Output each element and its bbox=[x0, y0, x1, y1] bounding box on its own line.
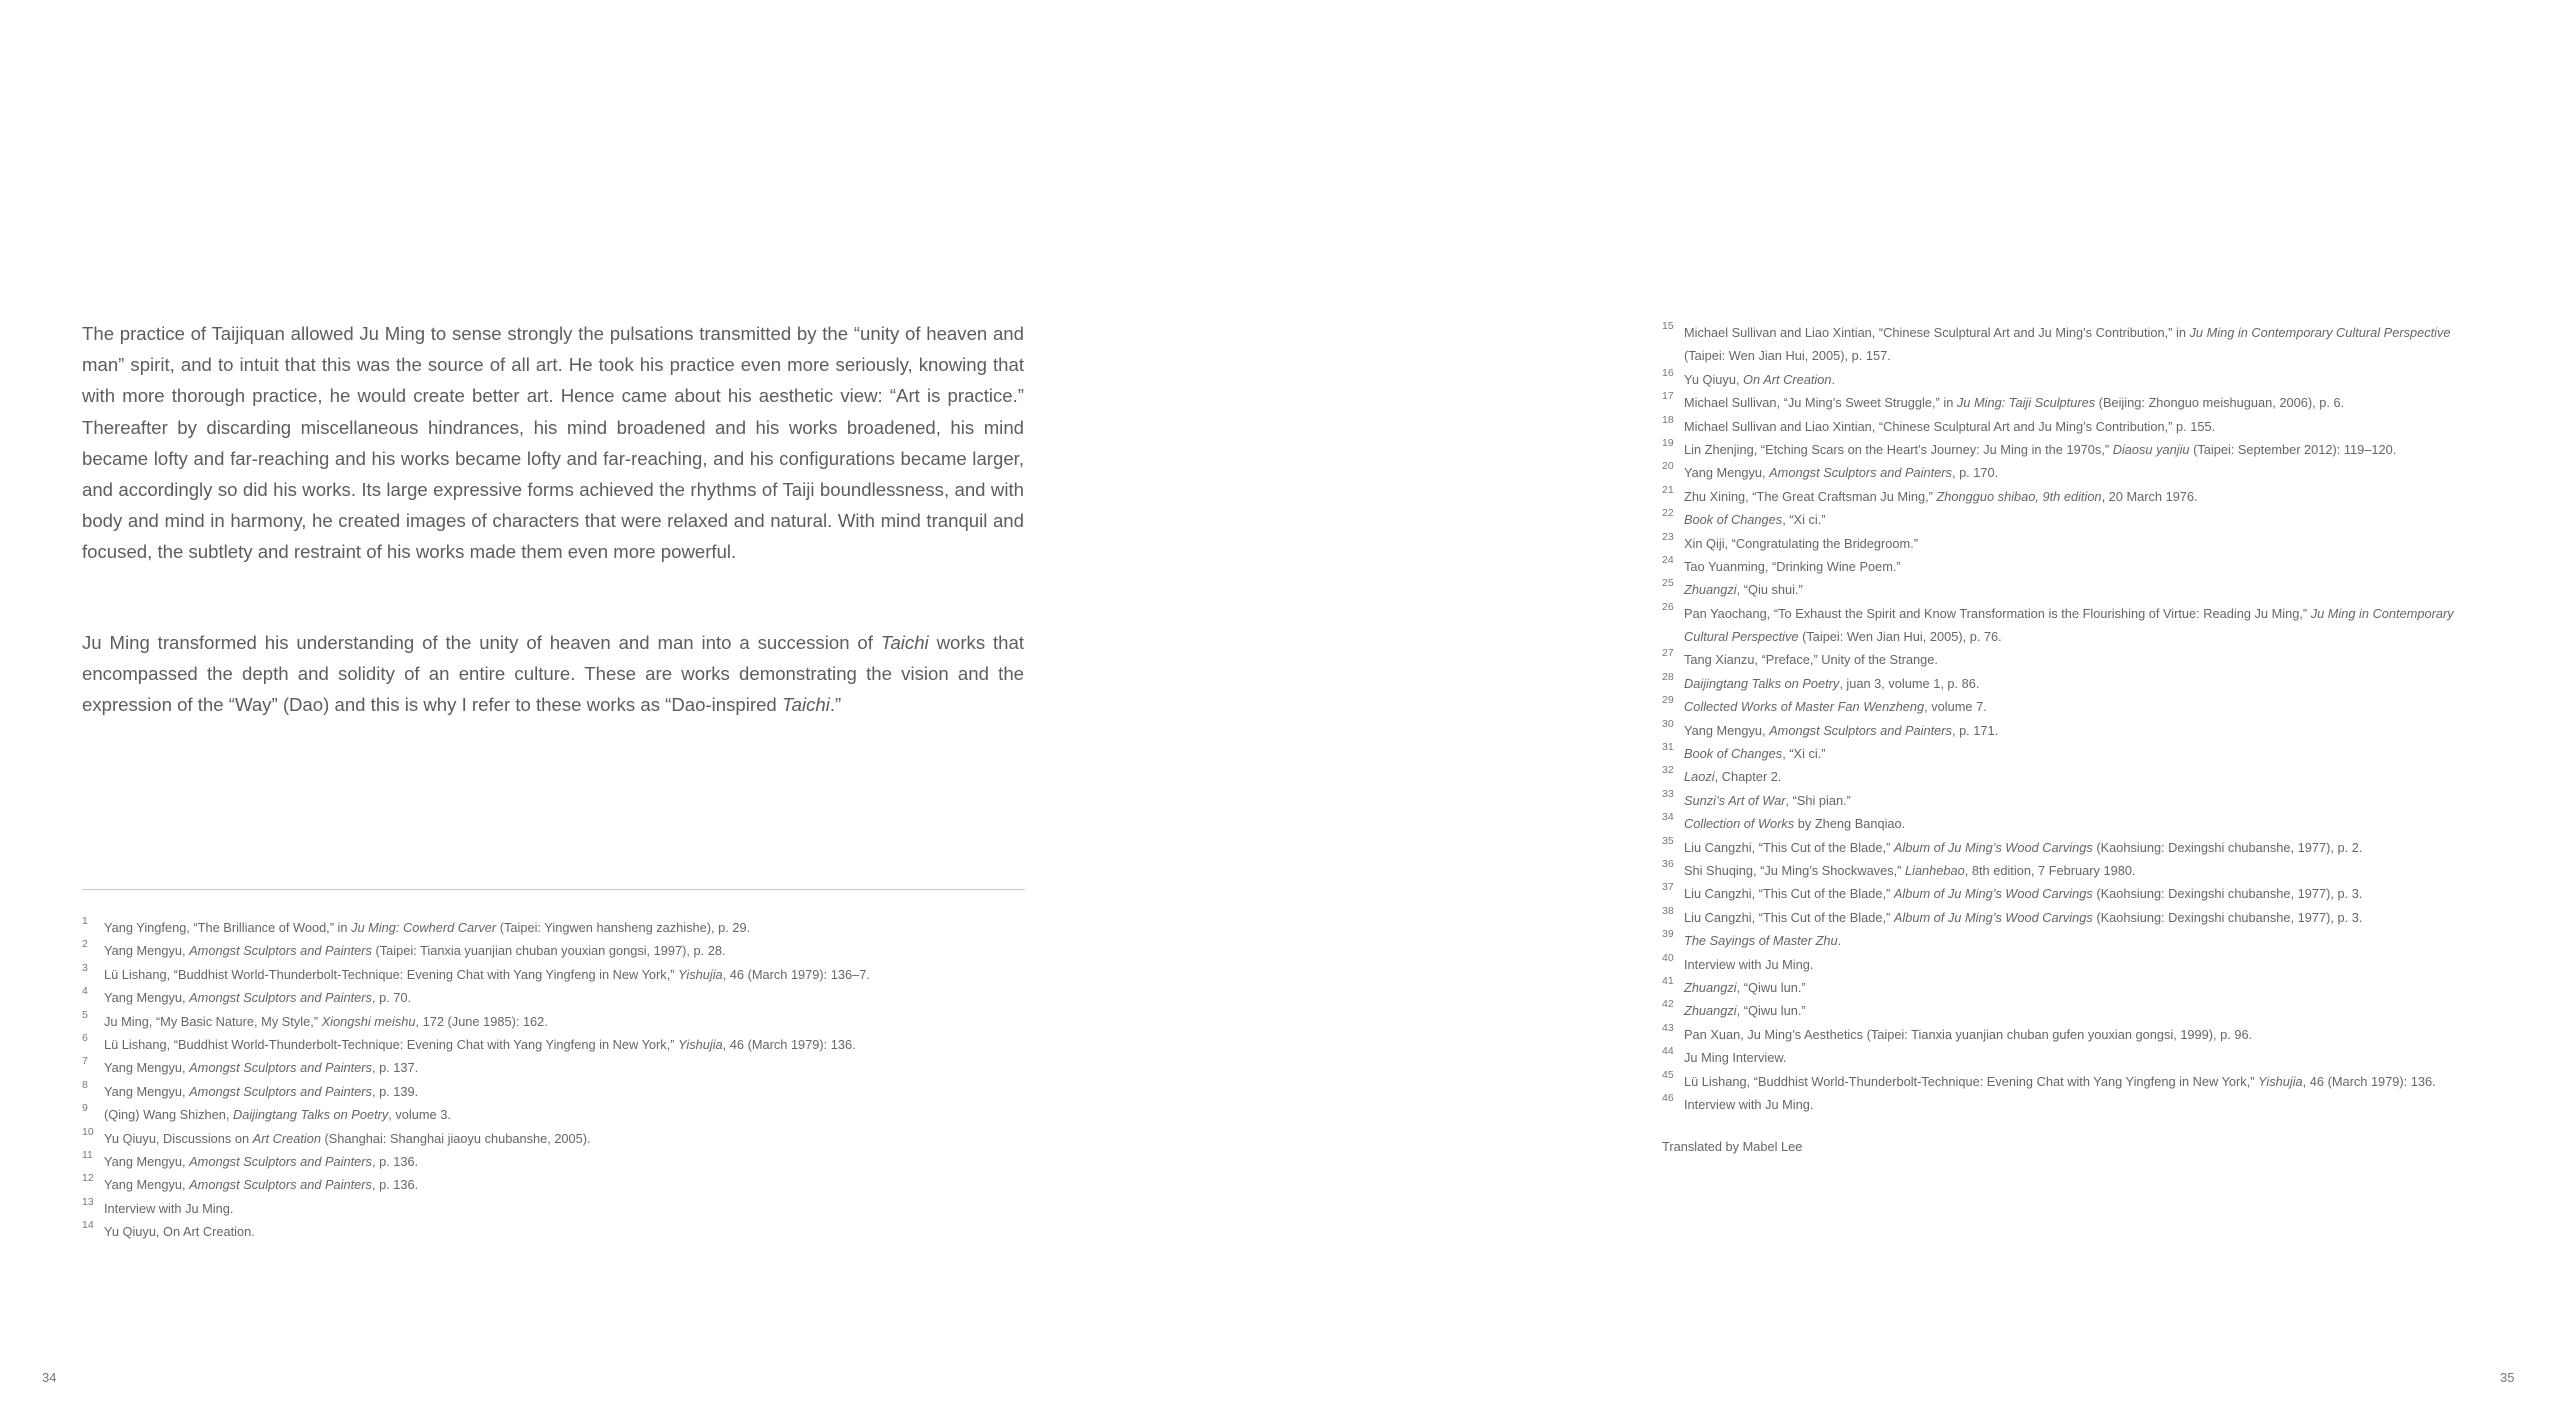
footnote-number: 8 bbox=[82, 1078, 88, 1091]
footnote-text-tail: (Kaohsiung: Dexingshi chubanshe, 1977), p. 2. bbox=[2092, 839, 2363, 855]
footnote-text bbox=[1684, 321, 2451, 344]
footnote-text-plain: Yang Mengyu, bbox=[1684, 722, 1770, 738]
footnote-text-plain: Shi Shuqing, “Ju Ming’s Shockwaves,” bbox=[1684, 862, 1905, 878]
footnote-text-tail: , p. 137. bbox=[371, 1060, 419, 1076]
footnote-item bbox=[1662, 368, 2542, 391]
footnote-text bbox=[1684, 695, 1987, 718]
footnote-item bbox=[1662, 719, 2542, 742]
footnote-number: 32 bbox=[1662, 764, 1674, 777]
footnotes-right bbox=[1662, 321, 2542, 1116]
footnote-text-tail: , “Xi ci.” bbox=[1782, 512, 1826, 528]
footnote-title-italic: Daijingtang Talks on Poetry bbox=[232, 1107, 389, 1123]
page-number-right: 35 bbox=[2500, 1370, 2515, 1385]
footnote-item bbox=[1662, 1093, 2542, 1116]
footnote-number: 15 bbox=[1662, 320, 1674, 332]
footnote-text-tail: , “Qiwu lun.” bbox=[1736, 1003, 1806, 1019]
footnote-text-tail: (Taipei: Wen Jian Hui, 2005), p. 76. bbox=[1798, 629, 2002, 645]
footnote-title-italic: Daijingtang Talks on Poetry bbox=[1684, 675, 1840, 691]
footnote-text-plain: Yang Mengyu, bbox=[104, 1083, 190, 1099]
footnote-text-plain: Yang Mengyu, bbox=[104, 1177, 190, 1193]
footnote-text-tail: , “Qiu shui.” bbox=[1736, 582, 1803, 598]
footnote-text-plain: Lin Zhenjing, “Etching Scars on the Heart’s Journey: Ju Ming in the 1970s,” bbox=[1684, 441, 2113, 457]
footnotes-left bbox=[82, 916, 1032, 1243]
footnote-text-tail: (Taipei: September 2012): 119–120. bbox=[2189, 441, 2397, 457]
footnote-text-tail: , p. 171. bbox=[1951, 722, 1999, 738]
footnote-title-italic: Album of Ju Ming’s Wood Carvings bbox=[1893, 839, 2093, 855]
footnote-text bbox=[1684, 953, 1813, 976]
footnote-title-italic: Amongst Sculptors and Painters bbox=[189, 990, 372, 1006]
footnote-item bbox=[1662, 1023, 2542, 1046]
footnote-item bbox=[1662, 906, 2542, 929]
footnote-text-tail: , p. 139. bbox=[371, 1083, 419, 1099]
footnote-text-tail: , p. 170. bbox=[1951, 465, 1999, 481]
footnote-text-tail: . bbox=[1831, 371, 1836, 387]
footnote-text-plain: Lü Lishang, “Buddhist World-Thunderbolt-Technique: Evening Chat with Yang Yingfeng in New York,” bbox=[1684, 1073, 2259, 1089]
footnote-title-italic: Ju Ming in Contemporary Cultural Perspective bbox=[2189, 325, 2451, 340]
footnote-title-italic: Ju Ming in Contemporary bbox=[2310, 605, 2454, 621]
footnote-number: 40 bbox=[1662, 951, 1674, 964]
footnote-item bbox=[1662, 555, 2542, 578]
footnote-title-italic: Ju Ming: Taiji Sculptures bbox=[1956, 395, 2096, 411]
footnote-item bbox=[1662, 578, 2542, 601]
footnote-text-tail: , p. 70. bbox=[371, 990, 412, 1006]
page-number-left: 34 bbox=[42, 1370, 57, 1385]
footnote-number: 22 bbox=[1662, 507, 1674, 520]
footnote-item bbox=[82, 986, 1032, 1009]
footnote-text-plain: Pan Yaochang, “To Exhaust the Spirit and Know Transformation is the Flourishing of Virtue: Reading Ju Ming,” bbox=[1684, 605, 2311, 621]
footnote-title-italic: Sunzi’s Art of War bbox=[1684, 792, 1786, 808]
footnote-item bbox=[1662, 508, 2542, 531]
footnote-title-italic: Amongst Sculptors and Painters bbox=[189, 1083, 372, 1099]
footnote-text-tail: (Beijing: Zhonguo meishuguan, 2006), p. 6. bbox=[2095, 395, 2345, 411]
footnote-title-italic: Xiongshi meishu bbox=[321, 1013, 416, 1029]
footnote-text bbox=[1684, 859, 2136, 882]
footnote-item bbox=[82, 1080, 1032, 1103]
footnote-title-italic: Yishujia bbox=[2258, 1073, 2303, 1089]
footnote-title-italic: Amongst Sculptors and Painters bbox=[189, 1060, 372, 1076]
footnote-title-italic: Art Creation bbox=[252, 1130, 321, 1146]
footnote-text-tail: , p. 136. bbox=[371, 1153, 419, 1169]
footnote-number: 21 bbox=[1662, 483, 1674, 496]
footnote-item bbox=[1662, 438, 2542, 461]
footnote-text bbox=[1684, 999, 1806, 1022]
footnote-text bbox=[1684, 648, 1938, 671]
footnote-item bbox=[1662, 859, 2542, 882]
footnote-text-plain: Xin Qiji, “Congratulating the Bridegroom.” bbox=[1684, 535, 1919, 551]
footnote-item bbox=[82, 1103, 1032, 1126]
paragraph-2-text-a: Ju Ming transformed his understanding of the unity of heaven and man into a succession of bbox=[82, 632, 881, 653]
footnote-item bbox=[82, 1150, 1032, 1173]
footnote-number: 27 bbox=[1662, 647, 1674, 660]
footnote-number: 28 bbox=[1662, 670, 1674, 683]
footnote-title-italic: Zhuangzi bbox=[1684, 979, 1737, 995]
footnote-title-italic: Ju Ming: Cowherd Carver bbox=[351, 920, 497, 935]
footnote-text-tail: , 20 March 1976. bbox=[2101, 488, 2198, 504]
footnote-text bbox=[104, 1056, 418, 1079]
footnote-text-plain: Interview with Ju Ming. bbox=[104, 1200, 234, 1216]
footnote-item bbox=[82, 1197, 1032, 1220]
footnote-title-italic: Book of Changes bbox=[1684, 512, 1783, 528]
footnote-text bbox=[1684, 532, 1918, 555]
footnote-title-italic: Book of Changes bbox=[1684, 746, 1783, 762]
footnote-number: 38 bbox=[1662, 904, 1674, 917]
footnote-text-plain: Liu Cangzhi, “This Cut of the Blade,” bbox=[1684, 839, 1894, 855]
footnote-title-italic: Zhuangzi bbox=[1684, 1003, 1737, 1019]
footnote-text-tail: , 172 (June 1985): 162. bbox=[415, 1013, 548, 1029]
footnote-text bbox=[1684, 882, 2362, 905]
footnote-text bbox=[1684, 812, 1905, 835]
footnote-text bbox=[104, 1197, 233, 1220]
footnote-title-italic: Zhongguo shibao, 9th edition bbox=[1936, 488, 2102, 504]
footnote-item bbox=[82, 916, 1032, 939]
footnote-text-plain: Tang Xianzu, “Preface,” Unity of the Strange. bbox=[1684, 652, 1938, 668]
footnote-number: 35 bbox=[1662, 834, 1674, 847]
footnote-number: 1 bbox=[82, 915, 88, 927]
body-paragraph-1: The practice of Taijiquan allowed Ju Ming to sense strongly the pulsations transmitted by the “unity of heaven and man” spirit, and to intuit that this was the source of all art. He took his practice even more seriously, knowing that with more thorough practice, he would create better art. Hence came about his aesthetic view: “Art is practice.” Thereafter by discarding miscellaneous hindrances, his mind broadened and his works broadened, his mind became lofty and far-reaching and his works became lofty and far-reaching, and his configurations became larger, and accordingly so did his works. Its large expressive forms achieved the rhythms of Taiji boundlessness, and with body and mind in harmony, he created images of characters that were relaxed and natural. With mind tranquil and focused, the subtlety and restraint of his works made them even more powerful. bbox=[82, 323, 1024, 563]
footnote-number: 26 bbox=[1662, 600, 1674, 613]
footnote-text bbox=[1684, 789, 1851, 812]
footnote-text bbox=[1684, 508, 1826, 531]
footnote-text bbox=[1684, 415, 2215, 438]
footnote-text-plain: Yang Mengyu, bbox=[104, 1060, 190, 1076]
footnote-number: 4 bbox=[82, 985, 88, 998]
footnote-text-tail: , “Xi ci.” bbox=[1782, 746, 1826, 762]
footnote-text bbox=[104, 1127, 591, 1150]
body-paragraph-2 bbox=[82, 627, 1024, 721]
footnote-text bbox=[104, 1173, 418, 1196]
paragraph-2-text-e: .” bbox=[829, 694, 842, 716]
footnote-item bbox=[1662, 976, 2542, 999]
footnote-text bbox=[1684, 368, 1835, 391]
footnote-number: 10 bbox=[82, 1125, 94, 1138]
footnote-item bbox=[1662, 1070, 2542, 1093]
footnote-text bbox=[1684, 485, 2198, 508]
footnote-number: 11 bbox=[82, 1148, 93, 1161]
footnote-text bbox=[1684, 1046, 1786, 1069]
footnote-number: 24 bbox=[1662, 553, 1674, 566]
footnote-title-italic: Amongst Sculptors and Painters bbox=[1769, 465, 1952, 481]
footnote-item bbox=[1662, 953, 2542, 976]
footnote-item bbox=[1662, 485, 2542, 508]
footnote-number: 18 bbox=[1662, 413, 1674, 426]
footnote-item bbox=[1662, 532, 2542, 555]
footnote-divider bbox=[82, 889, 1025, 890]
footnote-text-tail: (Shanghai: Shanghai jiaoyu chubanshe, 2005). bbox=[320, 1130, 591, 1146]
footnote-number: 16 bbox=[1662, 366, 1674, 379]
footnote-text bbox=[1684, 672, 1979, 695]
footnote-item bbox=[1662, 461, 2542, 484]
footnote-item bbox=[1662, 812, 2542, 835]
footnote-number: 7 bbox=[82, 1055, 88, 1068]
footnote-item bbox=[1662, 999, 2542, 1022]
footnote-number: 30 bbox=[1662, 717, 1674, 730]
footnote-text bbox=[1684, 906, 2362, 929]
footnote-text-plain: Michael Sullivan and Liao Xintian, “Chinese Sculptural Art and Ju Ming’s Contribution,” in bbox=[1684, 325, 2190, 340]
footnote-number: 17 bbox=[1662, 390, 1674, 403]
footnote-text bbox=[104, 916, 750, 939]
footnote-text-plain: Michael Sullivan and Liao Xintian, “Chinese Sculptural Art and Ju Ming’s Contribution,” p. 155. bbox=[1684, 418, 2216, 434]
footnote-item bbox=[1662, 882, 2542, 905]
footnote-text-tail: (Kaohsiung: Dexingshi chubanshe, 1977), p. 3. bbox=[2092, 909, 2363, 925]
footnote-text bbox=[1684, 1093, 1813, 1116]
footnote-number: 6 bbox=[82, 1031, 88, 1044]
footnote-text-plain: Liu Cangzhi, “This Cut of the Blade,” bbox=[1684, 909, 1894, 925]
footnote-item bbox=[1662, 602, 2542, 625]
footnote-text bbox=[1684, 438, 2396, 461]
footnote-text-plain: Yu Qiuyu, bbox=[1684, 371, 1744, 387]
footnote-text bbox=[1684, 578, 1803, 601]
footnote-text bbox=[1684, 555, 1901, 578]
translator-credit: Translated by Mabel Lee bbox=[1662, 1139, 1803, 1154]
footnote-title-italic: Lianhebao bbox=[1904, 862, 1965, 878]
footnote-item bbox=[1662, 321, 2542, 344]
footnote-text-plain: Interview with Ju Ming. bbox=[1684, 1096, 1814, 1112]
footnote-text-tail: , volume 3. bbox=[388, 1107, 451, 1123]
footnote-title-italic: Amongst Sculptors and Painters bbox=[189, 1153, 372, 1169]
footnote-text-plain: Michael Sullivan, “Ju Ming’s Sweet Struggle,” in bbox=[1684, 395, 1957, 411]
footnote-item bbox=[1662, 929, 2542, 952]
footnote-item bbox=[82, 1127, 1032, 1150]
footnote-number: 31 bbox=[1662, 741, 1674, 754]
footnote-number: 3 bbox=[82, 961, 88, 974]
footnote-text-plain: Yang Mengyu, bbox=[104, 943, 190, 959]
footnote-item bbox=[1662, 391, 2542, 414]
footnote-text bbox=[1684, 742, 1826, 765]
footnote-text-plain: (Qing) Wang Shizhen, bbox=[104, 1107, 233, 1123]
footnote-item bbox=[1662, 625, 2542, 648]
footnote-text bbox=[1684, 391, 2344, 414]
footnote-text-plain: Yang Mengyu, bbox=[1684, 465, 1770, 481]
footnote-item bbox=[82, 939, 1032, 962]
footnote-text bbox=[104, 1033, 856, 1056]
footnote-title-italic: Cultural Perspective bbox=[1684, 629, 1799, 645]
footnote-text-tail: . bbox=[1837, 933, 1842, 949]
footnote-number: 45 bbox=[1662, 1068, 1674, 1081]
footnote-text bbox=[104, 986, 411, 1009]
footnote-text bbox=[1684, 976, 1806, 999]
footnote-text-tail: (Taipei: Tianxia yuanjian chuban youxian gongsi, 1997), p. 28. bbox=[371, 943, 726, 959]
footnote-text-tail: (Kaohsiung: Dexingshi chubanshe, 1977), p. 3. bbox=[2092, 886, 2363, 902]
footnote-text-plain: Yu Qiuyu, Discussions on bbox=[104, 1130, 253, 1146]
footnote-text bbox=[1684, 929, 1841, 952]
footnote-item bbox=[82, 1033, 1032, 1056]
footnote-item bbox=[1662, 789, 2542, 812]
footnote-text-tail: , 46 (March 1979): 136. bbox=[722, 1036, 856, 1052]
footnote-item bbox=[1662, 415, 2542, 438]
footnote-title-italic: Amongst Sculptors and Painters bbox=[189, 943, 372, 959]
footnote-number: 20 bbox=[1662, 460, 1674, 473]
footnote-item bbox=[1662, 765, 2542, 788]
footnote-text bbox=[1684, 719, 1998, 742]
footnote-item bbox=[1662, 672, 2542, 695]
footnote-text bbox=[1684, 1070, 2436, 1093]
footnote-text-tail: by Zheng Banqiao. bbox=[1794, 816, 1906, 832]
footnote-text-plain: Interview with Ju Ming. bbox=[1684, 956, 1814, 972]
footnote-number: 36 bbox=[1662, 857, 1674, 870]
footnote-number: 44 bbox=[1662, 1045, 1674, 1058]
paragraph-2-italic-taichi: Taichi bbox=[880, 632, 929, 653]
footnote-title-italic: On Art Creation bbox=[1743, 371, 1832, 387]
footnote-number: 33 bbox=[1662, 787, 1674, 800]
footnote-text bbox=[104, 1150, 418, 1173]
footnote-text-plain: Yu Qiuyu, On Art Creation. bbox=[104, 1224, 255, 1240]
footnote-title-italic: Album of Ju Ming’s Wood Carvings bbox=[1893, 909, 2093, 925]
footnote-text-plain: Liu Cangzhi, “This Cut of the Blade,” bbox=[1684, 886, 1894, 902]
footnote-number: 2 bbox=[82, 938, 88, 951]
footnote-number: 41 bbox=[1662, 974, 1674, 987]
footnote-item bbox=[1662, 742, 2542, 765]
footnote-text bbox=[104, 963, 870, 986]
footnote-text bbox=[1684, 1023, 2252, 1046]
footnote-title-italic: Album of Ju Ming’s Wood Carvings bbox=[1893, 886, 2093, 902]
footnote-text-tail: , juan 3, volume 1, p. 86. bbox=[1839, 675, 1980, 691]
footnote-item bbox=[1662, 695, 2542, 718]
footnote-item bbox=[82, 1173, 1032, 1196]
footnote-text bbox=[104, 939, 726, 962]
footnote-text-tail: , Chapter 2. bbox=[1714, 769, 1782, 785]
footnote-number: 42 bbox=[1662, 998, 1674, 1011]
footnote-title-italic: Diaosu yanjiu bbox=[2112, 441, 2190, 457]
footnote-number: 5 bbox=[82, 1008, 88, 1021]
footnote-text-plain: (Taipei: Wen Jian Hui, 2005), p. 157. bbox=[1684, 348, 1891, 364]
footnote-title-italic: Yishujia bbox=[678, 1036, 723, 1052]
footnote-title-italic: Collected Works of Master Fan Wenzheng bbox=[1684, 699, 1925, 715]
footnote-item bbox=[1662, 648, 2542, 671]
footnote-title-italic: The Sayings of Master Zhu bbox=[1684, 933, 1838, 949]
footnote-title-italic: Yishujia bbox=[678, 966, 723, 982]
footnote-title-italic: Collection of Works bbox=[1684, 816, 1795, 832]
paragraph-2-italic-taichi-2: Taichi bbox=[781, 694, 830, 716]
footnote-number: 29 bbox=[1662, 694, 1674, 707]
footnote-number: 46 bbox=[1662, 1091, 1674, 1104]
footnote-text bbox=[1684, 625, 2002, 648]
footnote-number: 39 bbox=[1662, 928, 1674, 941]
footnote-text-plain: Zhu Xining, “The Great Craftsman Ju Ming,” bbox=[1684, 488, 1937, 504]
footnote-text-tail: , “Qiwu lun.” bbox=[1736, 979, 1806, 995]
footnote-text-plain: Yang Yingfeng, “The Brilliance of Wood,” in bbox=[104, 920, 352, 935]
footnote-text bbox=[1684, 461, 1998, 484]
footnote-text bbox=[1684, 602, 2454, 625]
footnote-item bbox=[1662, 836, 2542, 859]
footnote-number: 19 bbox=[1662, 436, 1674, 449]
footnote-title-italic: Zhuangzi bbox=[1684, 582, 1737, 598]
footnote-text-tail: , 46 (March 1979): 136–7. bbox=[722, 966, 870, 982]
footnote-text-plain: Yang Mengyu, bbox=[104, 1153, 190, 1169]
footnote-item bbox=[1662, 344, 2542, 367]
footnote-item bbox=[82, 963, 1032, 986]
footnote-text-plain: Ju Ming, “My Basic Nature, My Style,” bbox=[104, 1013, 322, 1029]
footnote-text-plain: Ju Ming Interview. bbox=[1684, 1050, 1787, 1066]
footnote-title-italic: Laozi bbox=[1684, 769, 1715, 785]
footnote-text bbox=[1684, 836, 2362, 859]
footnote-text bbox=[104, 1010, 548, 1033]
footnote-text-plain: Lü Lishang, “Buddhist World-Thunderbolt-Technique: Evening Chat with Yang Yingfeng in New York,” bbox=[104, 1036, 679, 1052]
footnote-text bbox=[104, 1103, 451, 1126]
footnote-number: 34 bbox=[1662, 811, 1674, 824]
footnote-number: 13 bbox=[82, 1195, 94, 1208]
footnote-text-tail: , p. 136. bbox=[371, 1177, 419, 1193]
footnote-item bbox=[82, 1010, 1032, 1033]
paragraph-2-text-c: works that encompassed the depth and solidity of an entire culture. These are works demonstrating the vision and the expression of the “Way” (Dao) and this is why I refer to these works as “Dao-inspired bbox=[82, 632, 1025, 716]
footnote-text bbox=[1684, 765, 1781, 788]
footnote-title-italic: Amongst Sculptors and Painters bbox=[1769, 722, 1952, 738]
footnote-number: 14 bbox=[82, 1219, 94, 1232]
footnote-text-tail: , 46 (March 1979): 136. bbox=[2302, 1073, 2436, 1089]
footnote-number: 43 bbox=[1662, 1021, 1674, 1034]
footnote-text-tail: , 8th edition, 7 February 1980. bbox=[1964, 862, 2136, 878]
footnote-item bbox=[82, 1220, 1032, 1243]
footnote-text-plain: Pan Xuan, Ju Ming’s Aesthetics (Taipei: Tianxia yuanjian chuban gufen youxian gongsi, 1999), p. 96. bbox=[1684, 1026, 2253, 1042]
footnote-text bbox=[104, 1080, 418, 1103]
footnote-text-tail: (Taipei: Yingwen hansheng zazhishe), p. 29. bbox=[496, 920, 751, 935]
footnote-text-tail: , “Shi pian.” bbox=[1785, 792, 1851, 808]
footnote-number: 25 bbox=[1662, 577, 1674, 590]
footnote-title-italic: Amongst Sculptors and Painters bbox=[189, 1177, 372, 1193]
footnote-item bbox=[1662, 1046, 2542, 1069]
footnote-item bbox=[82, 1056, 1032, 1079]
footnote-text-tail: , volume 7. bbox=[1924, 699, 1987, 715]
footnote-number: 12 bbox=[82, 1172, 94, 1185]
footnote-number: 23 bbox=[1662, 530, 1674, 543]
footnote-text bbox=[104, 1220, 255, 1243]
footnote-text-plain: Tao Yuanming, “Drinking Wine Poem.” bbox=[1684, 558, 1901, 574]
footnote-text-plain: Yang Mengyu, bbox=[104, 990, 190, 1006]
footnote-number: 37 bbox=[1662, 881, 1674, 894]
footnote-text-plain: Lü Lishang, “Buddhist World-Thunderbolt-Technique: Evening Chat with Yang Yingfeng in New York,” bbox=[104, 966, 679, 982]
footnote-text bbox=[1684, 344, 1891, 367]
footnote-number: 9 bbox=[82, 1102, 88, 1115]
